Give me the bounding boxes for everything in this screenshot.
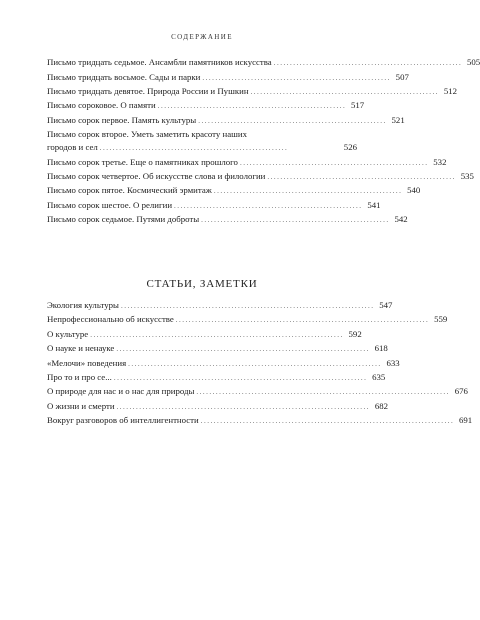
toc-entry-title: О культуре (47, 329, 89, 339)
toc-entry-page: 517 (351, 100, 365, 110)
leader-dots: .............................................................................. (196, 388, 450, 396)
toc-entry-title: Письмо тридцать девятое. Природа России и Пушкин (47, 86, 249, 96)
toc-entry (47, 415, 473, 426)
toc-entry-title: Письмо сорок первое. Память культуры (47, 115, 197, 125)
leader-dots: .............................................................................. (90, 331, 344, 339)
toc-entry-page: 521 (391, 115, 405, 125)
toc-entry-title: О природе для нас и о нас для природы (47, 386, 195, 396)
toc-entry-page: 541 (367, 200, 381, 210)
leader-dots: .............................................................................. (113, 374, 368, 382)
toc-entry-page: 559 (434, 314, 448, 324)
leader-dots: .......................................................... (213, 187, 403, 195)
leader-dots: .......................................................... (198, 117, 387, 125)
leader-dots: .............................................................................. (120, 302, 375, 310)
toc-entry-title: Экология культуры (47, 300, 119, 310)
toc-entry (47, 57, 480, 68)
toc-entry-page: 618 (374, 343, 388, 353)
toc-entry-title: Про то и про се... (47, 372, 112, 382)
section-title: СТАТЬИ, ЗАМЕТКИ (146, 278, 258, 290)
leader-dots: .......................................................... (267, 173, 456, 181)
toc-entry-page: 542 (394, 214, 408, 224)
leader-dots: .......................................................... (174, 202, 363, 210)
toc-entry-page: 505 (467, 57, 480, 67)
toc-entry (47, 372, 386, 383)
leader-dots: .......................................................... (239, 159, 429, 167)
toc-entry-page: 635 (372, 372, 386, 382)
toc-entry (47, 300, 393, 311)
toc-entry (47, 214, 408, 225)
toc-entry (47, 185, 421, 196)
toc-entry-title-cont: городов и сел (47, 142, 98, 152)
toc-entry-title: Вокруг разговоров об интеллигентности (47, 415, 199, 425)
toc-entry-title: О жизни и смерти (47, 401, 115, 411)
leader-dots: .......................................................... (250, 88, 440, 96)
toc-entry-page: 547 (379, 300, 393, 310)
toc-entry (47, 86, 458, 97)
toc-entry-title: Письмо тридцать седьмое. Ансамбли памятников искусства (47, 57, 272, 67)
toc-entry-page: 535 (460, 171, 474, 181)
toc-entry-title: Письмо сорок четвертое. Об искусстве слова и филологии (47, 171, 266, 181)
toc-entry-title: Непрофессионально об искусстве (47, 314, 174, 324)
leader-dots: .............................................................................. (200, 417, 455, 425)
leader-dots: .............................................................................. (128, 360, 382, 368)
toc-entry-title: Письмо сорок седьмое. Путями доброты (47, 214, 200, 224)
leader-dots: .............................................................................. (175, 316, 430, 324)
leader-dots: .......................................................... (202, 74, 391, 82)
toc-entry-page: 532 (433, 157, 447, 167)
toc-entry-page: 676 (454, 386, 468, 396)
toc-entry-title: «Мелочи» поведения (47, 358, 127, 368)
toc-entry (47, 200, 381, 211)
toc-entry (47, 129, 357, 153)
toc-entry-page: 540 (407, 185, 421, 195)
toc-entry-title: Письмо тридцать восьмое. Сады и парки (47, 72, 201, 82)
toc-entry-title: Письмо сорок третье. Еще о памятниках прошлого (47, 157, 238, 167)
toc-entry-title: О науке и ненауке (47, 343, 115, 353)
leader-dots: .......................................................... (157, 102, 347, 110)
toc-entry (47, 100, 365, 111)
toc-entry (47, 72, 409, 83)
running-head: СОДЕРЖАНИЕ (171, 33, 233, 41)
toc-entry-title: Письмо сорок пятое. Космический эрмитаж (47, 185, 212, 195)
toc-entry-page: 691 (459, 415, 473, 425)
leader-dots: .......................................................... (99, 144, 289, 152)
toc-entry (47, 171, 474, 182)
toc-entry (47, 401, 389, 412)
toc-entry-page: 682 (374, 401, 389, 411)
leader-dots: .......................................................... (201, 216, 390, 224)
toc-entry (47, 343, 388, 354)
toc-entry (47, 358, 400, 369)
toc-entry-title: Письмо сорок шестое. О религии (47, 200, 173, 210)
toc-entry-title: Письмо сорок второе. Уметь заметить красоту наших (47, 129, 248, 139)
toc-entry (47, 329, 362, 340)
toc-entry-title: Письмо сороковое. О памяти (47, 100, 156, 110)
toc-entry-page: 507 (395, 72, 409, 82)
toc-entry (47, 157, 447, 168)
toc-entry (47, 386, 468, 397)
leader-dots: .............................................................................. (116, 345, 370, 353)
toc-entry-page: 526 (343, 142, 357, 152)
toc-entry (47, 115, 405, 126)
toc-entry-page: 633 (386, 358, 400, 368)
leader-dots: .......................................................... (273, 59, 463, 67)
leader-dots: .............................................................................. (116, 403, 371, 411)
toc-entry-page: 512 (443, 86, 458, 96)
toc-entry-page: 592 (348, 329, 362, 339)
toc-entry (47, 314, 448, 325)
